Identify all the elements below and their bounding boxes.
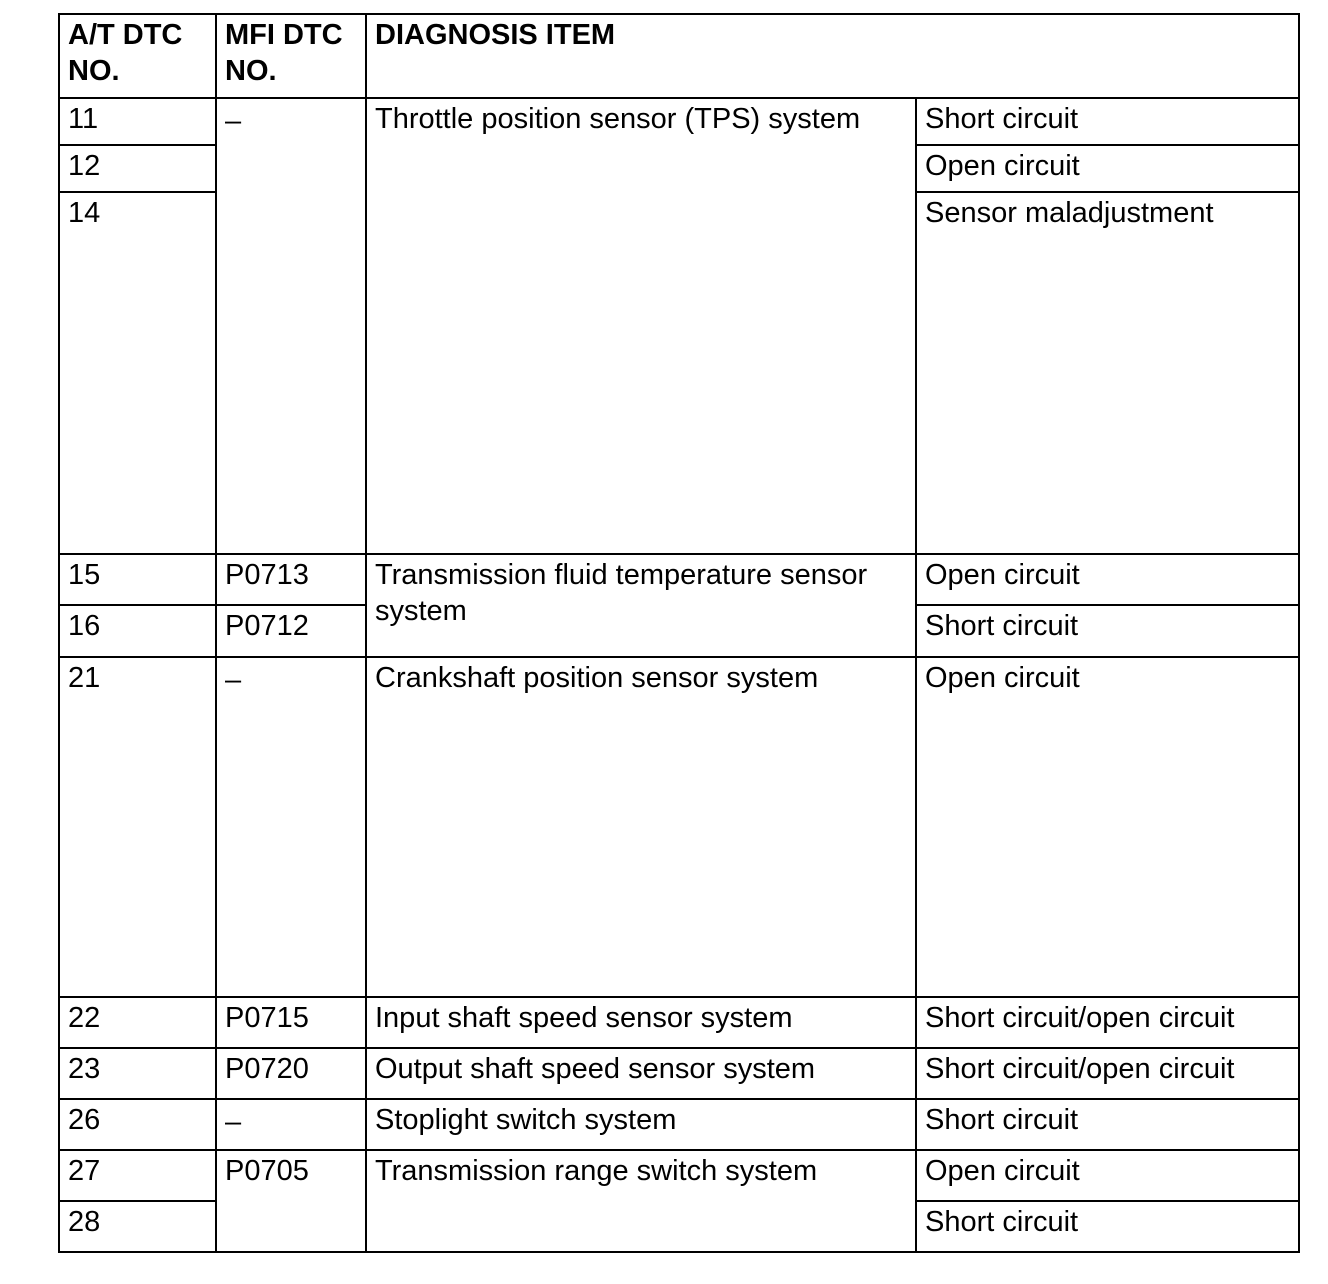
table-row bbox=[59, 1150, 1299, 1201]
fault-type-cell: Short circuit bbox=[916, 98, 1299, 145]
at-dtc-cell: 28 bbox=[59, 1201, 216, 1252]
mfi-dtc-cell: P0713 bbox=[216, 554, 366, 605]
diagnosis-item-cell: Input shaft speed sensor system bbox=[366, 997, 916, 1048]
fault-type-cell: Short circuit bbox=[916, 1201, 1299, 1252]
diagnosis-item-cell: Throttle position sensor (TPS) system bbox=[366, 98, 916, 554]
table-row bbox=[59, 554, 1299, 605]
at-dtc-cell: 14 bbox=[59, 192, 216, 554]
mfi-dtc-cell bbox=[216, 1099, 366, 1150]
at-dtc-cell: 12 bbox=[59, 145, 216, 192]
fault-type-cell: Short circuit bbox=[916, 1099, 1299, 1150]
fault-type-cell: Open circuit bbox=[916, 657, 1299, 997]
table-row bbox=[59, 1048, 1299, 1099]
fault-type-cell: Sensor maladjustment bbox=[916, 192, 1299, 554]
diagnosis-item-cell: Transmission range switch system bbox=[366, 1150, 916, 1252]
table-row bbox=[59, 1099, 1299, 1150]
fault-type-cell: Short circuit bbox=[916, 605, 1299, 657]
at-dtc-cell: 21 bbox=[59, 657, 216, 997]
fault-type-cell: Open circuit bbox=[916, 1150, 1299, 1201]
fault-type-cell: Open circuit bbox=[916, 554, 1299, 605]
diagnosis-item-cell: Transmission fluid temperature sensor system bbox=[366, 554, 916, 657]
mfi-dtc-cell bbox=[216, 98, 366, 554]
fault-type-cell: Open circuit bbox=[916, 145, 1299, 192]
header-diagnosis-item: DIAGNOSIS ITEM bbox=[366, 14, 1299, 98]
diagnosis-item-cell: Crankshaft position sensor system bbox=[366, 657, 916, 997]
mfi-dtc-cell: P0715 bbox=[216, 997, 366, 1048]
mfi-dtc-cell bbox=[216, 657, 366, 997]
at-dtc-cell: 27 bbox=[59, 1150, 216, 1201]
fault-type-cell: Short circuit/open circuit bbox=[916, 1048, 1299, 1099]
mfi-dtc-cell: P0705 bbox=[216, 1150, 366, 1252]
fault-type-cell: Short circuit/open circuit bbox=[916, 997, 1299, 1048]
table-row bbox=[59, 98, 1299, 145]
at-dtc-cell: 22 bbox=[59, 997, 216, 1048]
header-mfi-dtc: MFI DTC NO. bbox=[216, 14, 366, 98]
header-at-dtc: A/T DTC NO. bbox=[59, 14, 216, 98]
mfi-dtc-value: – bbox=[225, 105, 242, 137]
mfi-dtc-cell: P0712 bbox=[216, 605, 366, 657]
mfi-dtc-value: – bbox=[225, 1106, 242, 1138]
at-dtc-cell: 26 bbox=[59, 1099, 216, 1150]
diagnosis-item-cell: Stoplight switch system bbox=[366, 1099, 916, 1150]
table-row bbox=[59, 657, 1299, 997]
header-row bbox=[59, 14, 1299, 98]
at-dtc-cell: 11 bbox=[59, 98, 216, 145]
mfi-dtc-value: – bbox=[225, 664, 242, 696]
diagnosis-item-cell: Output shaft speed sensor system bbox=[366, 1048, 916, 1099]
mfi-dtc-cell: P0720 bbox=[216, 1048, 366, 1099]
dtc-table bbox=[58, 13, 1300, 1253]
at-dtc-cell: 15 bbox=[59, 554, 216, 605]
at-dtc-cell: 23 bbox=[59, 1048, 216, 1099]
at-dtc-cell: 16 bbox=[59, 605, 216, 657]
table-row bbox=[59, 997, 1299, 1048]
